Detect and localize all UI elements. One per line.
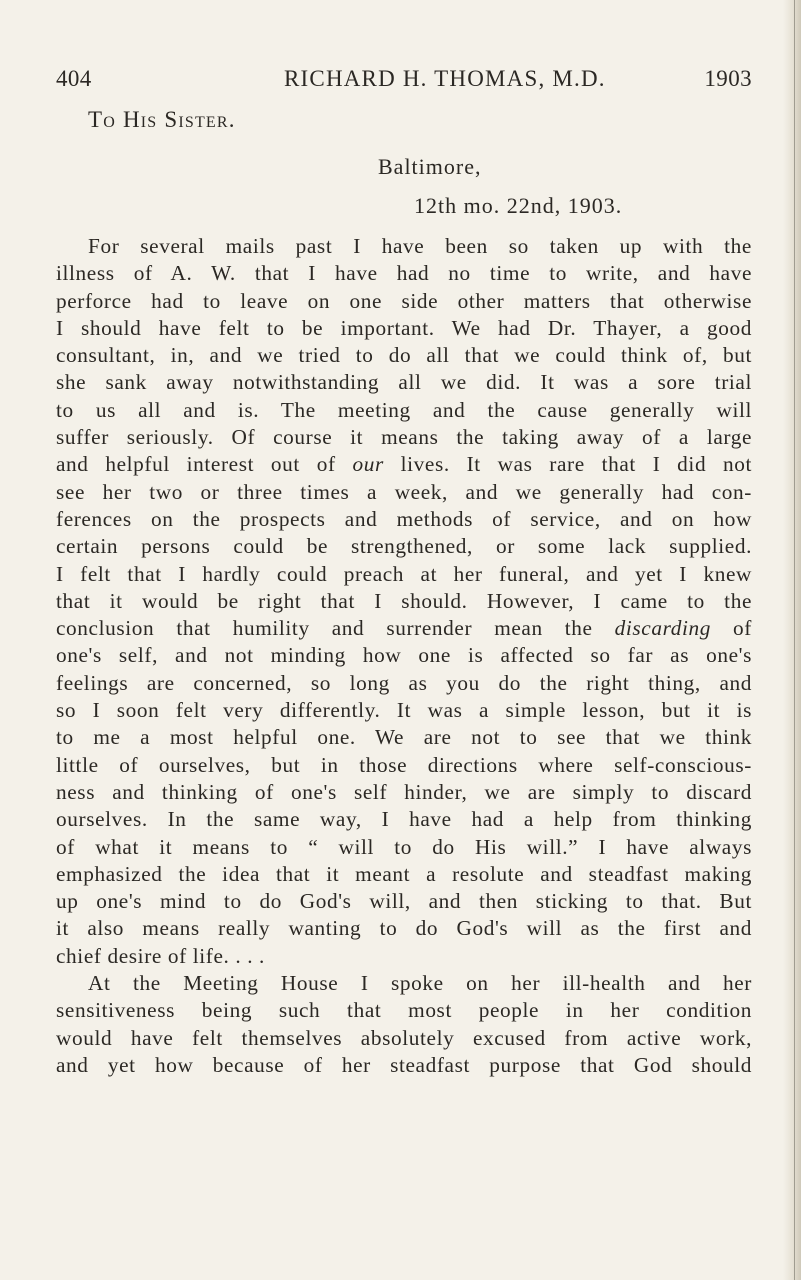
- text-line: see her two or three times a week, and we generally had con-: [56, 479, 752, 504]
- page-edge-line: [794, 0, 795, 1280]
- text-line: one's self, and not minding how one is affected so far as one's: [56, 643, 752, 668]
- text-line: illness of A. W. that I have had no time to write, and have: [56, 261, 752, 286]
- running-head-year: 1903: [704, 66, 752, 91]
- text-line: conclusion that humility and surrender mean the discarding of: [56, 616, 752, 641]
- running-head-author: RICHARD H. THOMAS, M.D.: [284, 66, 606, 91]
- text-line: I felt that I hardly could preach at her funeral, and yet I knew: [56, 561, 752, 586]
- text-line: to me a most helpful one. We are not to see that we think: [56, 725, 752, 750]
- letter-date: 12th mo. 22nd, 1903.: [414, 193, 623, 218]
- text-line: For several mails past I have been so taken up with the: [88, 234, 752, 258]
- text-line: At the Meeting House I spoke on her ill-health and her: [88, 971, 752, 996]
- text-line: consultant, in, and we tried to do all that we could think of, but: [56, 343, 752, 368]
- text-line: and yet how because of her steadfast purpose that God should: [56, 1052, 752, 1077]
- letter-title: To His Sister.: [88, 107, 236, 132]
- text-line: she sank away notwithstanding all we did. It was a sore trial: [56, 370, 752, 395]
- page-number: 404: [56, 66, 92, 91]
- text-line: would have felt themselves absolutely excused from active work,: [56, 1025, 752, 1050]
- text-line: up one's mind to do God's will, and then sticking to that. But: [56, 889, 752, 914]
- text-line: ness and thinking of one's self hinder, we are simply to discard: [56, 779, 752, 804]
- page-edge-shadow: [783, 0, 801, 1280]
- text-line: I should have felt to be important. We had Dr. Thayer, a good: [56, 315, 752, 340]
- text-line: perforce had to leave on one side other matters that otherwise: [56, 288, 752, 313]
- text-line: ourselves. In the same way, I have had a help from thinking: [56, 807, 752, 832]
- running-head: [56, 66, 752, 96]
- text-line: sensitiveness being such that most people in her condition: [56, 998, 752, 1023]
- text-line: that it would be right that I should. However, I came to the: [56, 588, 752, 613]
- text-line: so I soon felt very differently. It was a simple lesson, but it is: [56, 698, 752, 723]
- text-line: chief desire of life. . . .: [56, 943, 265, 968]
- text-line: little of ourselves, but in those directions where self-conscious-: [56, 752, 752, 777]
- text-line: ferences on the prospects and methods of service, and on how: [56, 506, 752, 531]
- text-line: of what it means to “ will to do His will.” I have always: [56, 834, 752, 859]
- text-line: suffer seriously. Of course it means the taking away of a large: [56, 425, 752, 450]
- italic-word: discarding: [614, 616, 711, 641]
- italic-word: our: [352, 452, 384, 477]
- letter-place: Baltimore,: [378, 154, 482, 179]
- text-line: emphasized the idea that it meant a resolute and steadfast making: [56, 861, 752, 886]
- text-line: and helpful interest out of our lives. It was rare that I did not: [56, 452, 752, 477]
- text-line: feelings are concerned, so long as you do the right thing, and: [56, 670, 752, 695]
- text-line: it also means really wanting to do God's will as the first and: [56, 916, 752, 941]
- text-line: to us all and is. The meeting and the cause generally will: [56, 397, 752, 422]
- letter-body: [56, 233, 752, 1079]
- text-line: certain persons could be strengthened, or some lack supplied.: [56, 534, 752, 559]
